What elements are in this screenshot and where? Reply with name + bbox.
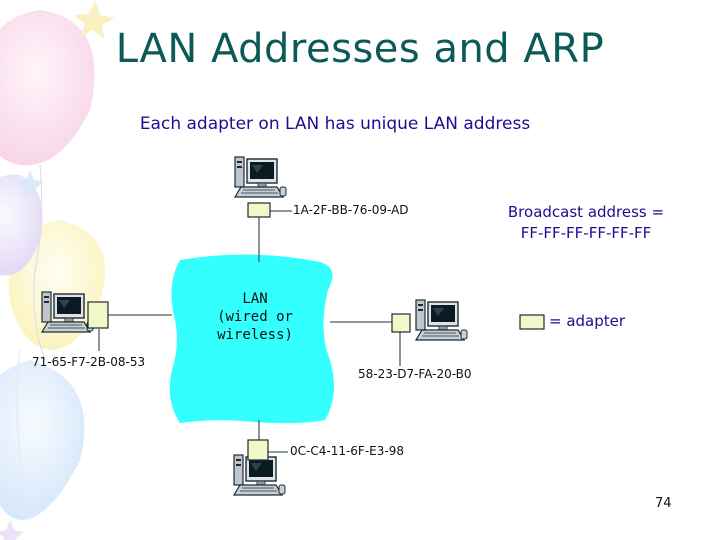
page-number: 74 <box>655 496 672 511</box>
broadcast-note-line-1: Broadcast address = <box>507 203 665 221</box>
computer-icon <box>234 455 285 495</box>
broadcast-note-line-2: FF-FF-FF-FF-FF-FF <box>520 224 652 242</box>
legend-adapter-icon <box>520 315 544 329</box>
background-decoration <box>0 0 115 540</box>
slide-subtitle: Each adapter on LAN has unique LAN address <box>139 114 531 134</box>
host-address-top: 1A-2F-BB-76-09-AD <box>293 203 409 217</box>
adapter-icon <box>88 302 108 328</box>
broadcast-note <box>486 202 686 244</box>
adapter-icon <box>248 203 270 217</box>
adapter-icon <box>392 314 410 332</box>
host-address-bottom: 0C-C4-11-6F-E3-98 <box>290 444 404 458</box>
lan-label-line-1: LAN <box>242 291 268 307</box>
host-address-left: 71-65-F7-2B-08-53 <box>32 355 146 369</box>
slide-title: LAN Addresses and ARP <box>115 26 605 72</box>
lan-label-line-3: wireless) <box>217 327 293 343</box>
lan-label-line-2: (wired or <box>217 309 293 325</box>
computer-icon <box>235 157 286 197</box>
host-address-right: 58-23-D7-FA-20-B0 <box>358 367 472 381</box>
lan-label <box>205 290 305 344</box>
computer-icon <box>416 300 467 340</box>
adapter-icon <box>248 440 268 460</box>
adapter-legend-label: = adapter <box>549 312 626 330</box>
